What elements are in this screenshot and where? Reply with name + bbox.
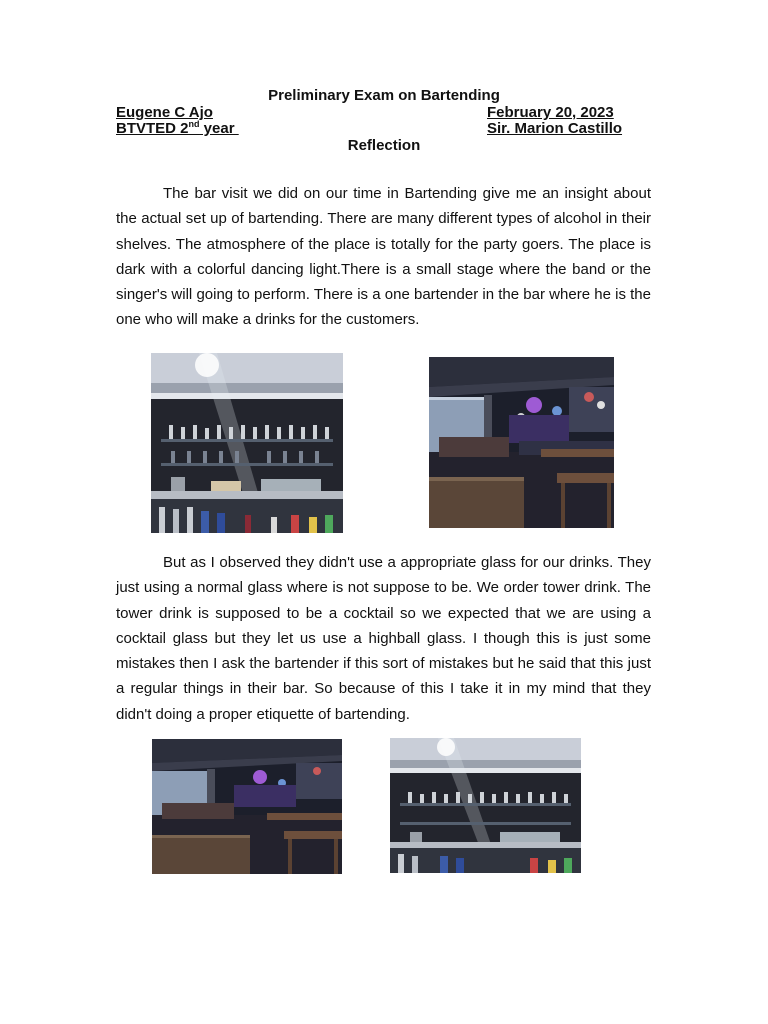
bar-interior-photo-2 <box>152 739 342 874</box>
exam-date: February 20, 2023 <box>487 104 614 121</box>
program-ordinal: nd <box>188 119 200 129</box>
bar-shelves-photo-2 <box>390 738 581 873</box>
paragraph-2: But as I observed they didn't use a appropriate glass for our drinks. They just using a normal glass where is not suppose to be. We order tower drink. The tower drink is supposed to be a cocktail so we expected that we are using a cocktail glass but they let us use a highball glass. I though this is just some mistakes then I ask the bartender if this sort of mistakes but he said that this just a regular things in their bar. So because of this I take it in my mind that they didn't doing a proper etiquette of bartending. <box>116 554 651 723</box>
program-suffix: year <box>199 120 239 137</box>
bar-shelves-photo-1 <box>151 353 343 533</box>
document-title: Preliminary Exam on Bartending <box>268 87 500 104</box>
student-name: Eugene C Ajo <box>116 104 213 121</box>
program-year <box>116 120 239 137</box>
program-prefix: BTVTED 2 <box>116 120 189 137</box>
instructor-name: Sir. Marion Castillo <box>487 120 623 137</box>
section-heading: Reflection <box>347 137 421 154</box>
paragraph-1: The bar visit we did on our time in Bartending give me an insight about the actual set up of bartending. There are many different types of alcohol in their shelves. The atmosphere of the place is totally for the party goers. The place is dark with a colorful dancing light.There is a small stage where the band or the singer's will going to perform. There is a one bartender in the bar where he is the one who will make a drinks for the customers. <box>116 185 651 329</box>
bar-interior-photo-1 <box>429 357 614 528</box>
